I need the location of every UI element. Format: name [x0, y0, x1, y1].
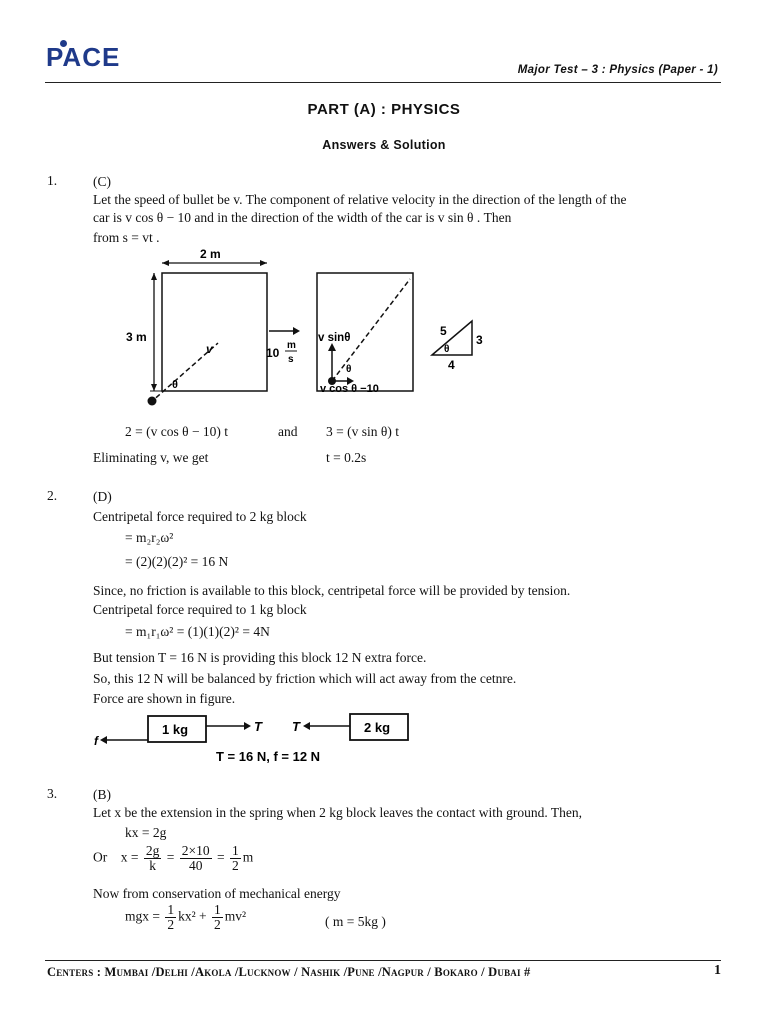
- force-caption: T = 16 N, f = 12 N: [216, 749, 321, 764]
- bullet-point: [148, 397, 157, 406]
- block-1kg-label: 1 kg: [162, 722, 189, 737]
- vcos-label: v cos θ −10: [320, 383, 379, 395]
- car-velocity-diagram: [120, 245, 500, 415]
- car-speed-unit-den: s: [288, 354, 294, 365]
- question-1-text-line2: car is v cos θ − 10 and in the direction of the width of the car is v sin θ . Then: [93, 210, 512, 225]
- question-3-line1: Let x be the extension in the spring when 2 kg block leaves the contact with ground. Then,: [93, 805, 583, 820]
- page-title: PART (A) : PHYSICS: [307, 101, 461, 118]
- car-outline: [162, 273, 267, 391]
- fraction-1-2: $\frac{1}{2}$: [232, 843, 239, 873]
- question-2-line6: = m₁r₁ω² = (1)(1)(2)² = 4N: [125, 624, 270, 639]
- header-title: Major Test – 3 : Physics (Paper - 1): [517, 64, 718, 76]
- friction-label: f: [94, 734, 98, 748]
- question-2-line5: Centripetal force required to 1 kg block: [93, 602, 307, 617]
- question-2-line4: Since, no friction is available to this block, centripetal force will be provided by tension.: [93, 583, 571, 598]
- tension-label-2: T: [292, 719, 300, 734]
- question-2-line2: = m₂r₂ω²: [125, 530, 174, 545]
- tension-label-1: T: [254, 719, 262, 734]
- triangle-side-label: 3: [476, 333, 483, 347]
- header-divider: [45, 82, 721, 83]
- question-1-text-line1: Let the speed of bullet be v. The component of relative velocity in the direction of the length of the: [93, 192, 627, 207]
- question-2-line7: But tension T = 16 N is providing this block 12 N extra force.: [93, 650, 427, 665]
- mass-note: ( m = 5kg ): [325, 914, 386, 929]
- page-number: 1: [714, 963, 721, 978]
- half-fraction-1: $\frac{1}{2}$: [167, 902, 175, 932]
- question-3-answer: (B): [93, 787, 111, 802]
- triangle-base-label: 4: [448, 358, 455, 372]
- velocity-label: v: [206, 342, 213, 356]
- question-3-line2: kx = 2g: [125, 825, 167, 840]
- height-label: 3 m: [126, 330, 147, 344]
- theta-label-2: θ: [346, 364, 352, 375]
- question-2-answer: (D): [93, 489, 112, 504]
- fraction-2g-k: $\frac{2g}{k}$: [145, 843, 160, 873]
- eliminating-text: Eliminating v, we get: [93, 450, 209, 465]
- theta-label: θ: [172, 379, 178, 391]
- half-fraction-2: $\frac{1}{2}$: [214, 902, 221, 932]
- footer-centers: Centers : Mumbai /Delhi /Akola /Lucknow / Nashik /Pune /Nagpur / Bokaro / Dubai #: [47, 965, 531, 979]
- width-label: 2 m: [200, 247, 221, 261]
- mgx-label: mgx =: [125, 908, 160, 924]
- question-2-line1: Centripetal force required to 2 kg block: [93, 509, 307, 524]
- relative-path: [332, 279, 410, 381]
- question-3-number: 3.: [47, 786, 58, 801]
- page-subtitle: Answers & Solution: [322, 138, 446, 152]
- car-speed-value: 10: [266, 346, 280, 360]
- pace-logo: PACE: [46, 42, 121, 72]
- question-2-number: 2.: [47, 488, 58, 503]
- question-1-number: 1.: [47, 173, 58, 188]
- equation-and: and: [278, 424, 298, 439]
- question-1-text-line3: from s = vt .: [93, 230, 160, 245]
- question-3-line4: Now from conservation of mechanical energy: [93, 886, 341, 901]
- time-result: t = 0.2s: [326, 450, 367, 465]
- reference-triangle: [432, 321, 472, 355]
- equation-1: 2 = (v cos θ − 10) t: [125, 424, 229, 439]
- kx2-term: kx² +: [178, 908, 207, 924]
- footer-divider: [45, 960, 721, 961]
- question-3-x-equation: Or x = $\frac{2g}{k}$ = $\frac{2\times 10}{40}$ = $\frac{1}{2}$ m: [93, 843, 254, 873]
- question-2-line3: = (2)(2)(2)² = 16 N: [125, 554, 229, 569]
- meter-unit: m: [242, 849, 254, 865]
- triangle-hyp-label: 5: [440, 324, 447, 338]
- fraction-20-40: $\frac{2\times 10}{40}$: [181, 843, 210, 873]
- question-2-line8: So, this 12 N will be balanced by friction which will act away from the cetnre.: [93, 671, 517, 686]
- block-force-diagram: [88, 708, 448, 770]
- car-speed-unit-num: m: [287, 340, 296, 351]
- mv2-term: mv²: [224, 908, 247, 924]
- triangle-theta-label: θ: [444, 344, 450, 355]
- question-1-answer: (C): [93, 174, 111, 189]
- x-equals: x =: [120, 849, 139, 865]
- question-2-line9: Force are shown in figure.: [93, 691, 236, 706]
- block-2kg-label: 2 kg: [364, 720, 391, 735]
- or-label: Or: [93, 849, 108, 865]
- energy-equation: [125, 903, 246, 932]
- vsin-label: v sinθ: [318, 332, 351, 344]
- equation-2: 3 = (v sin θ) t: [326, 424, 399, 439]
